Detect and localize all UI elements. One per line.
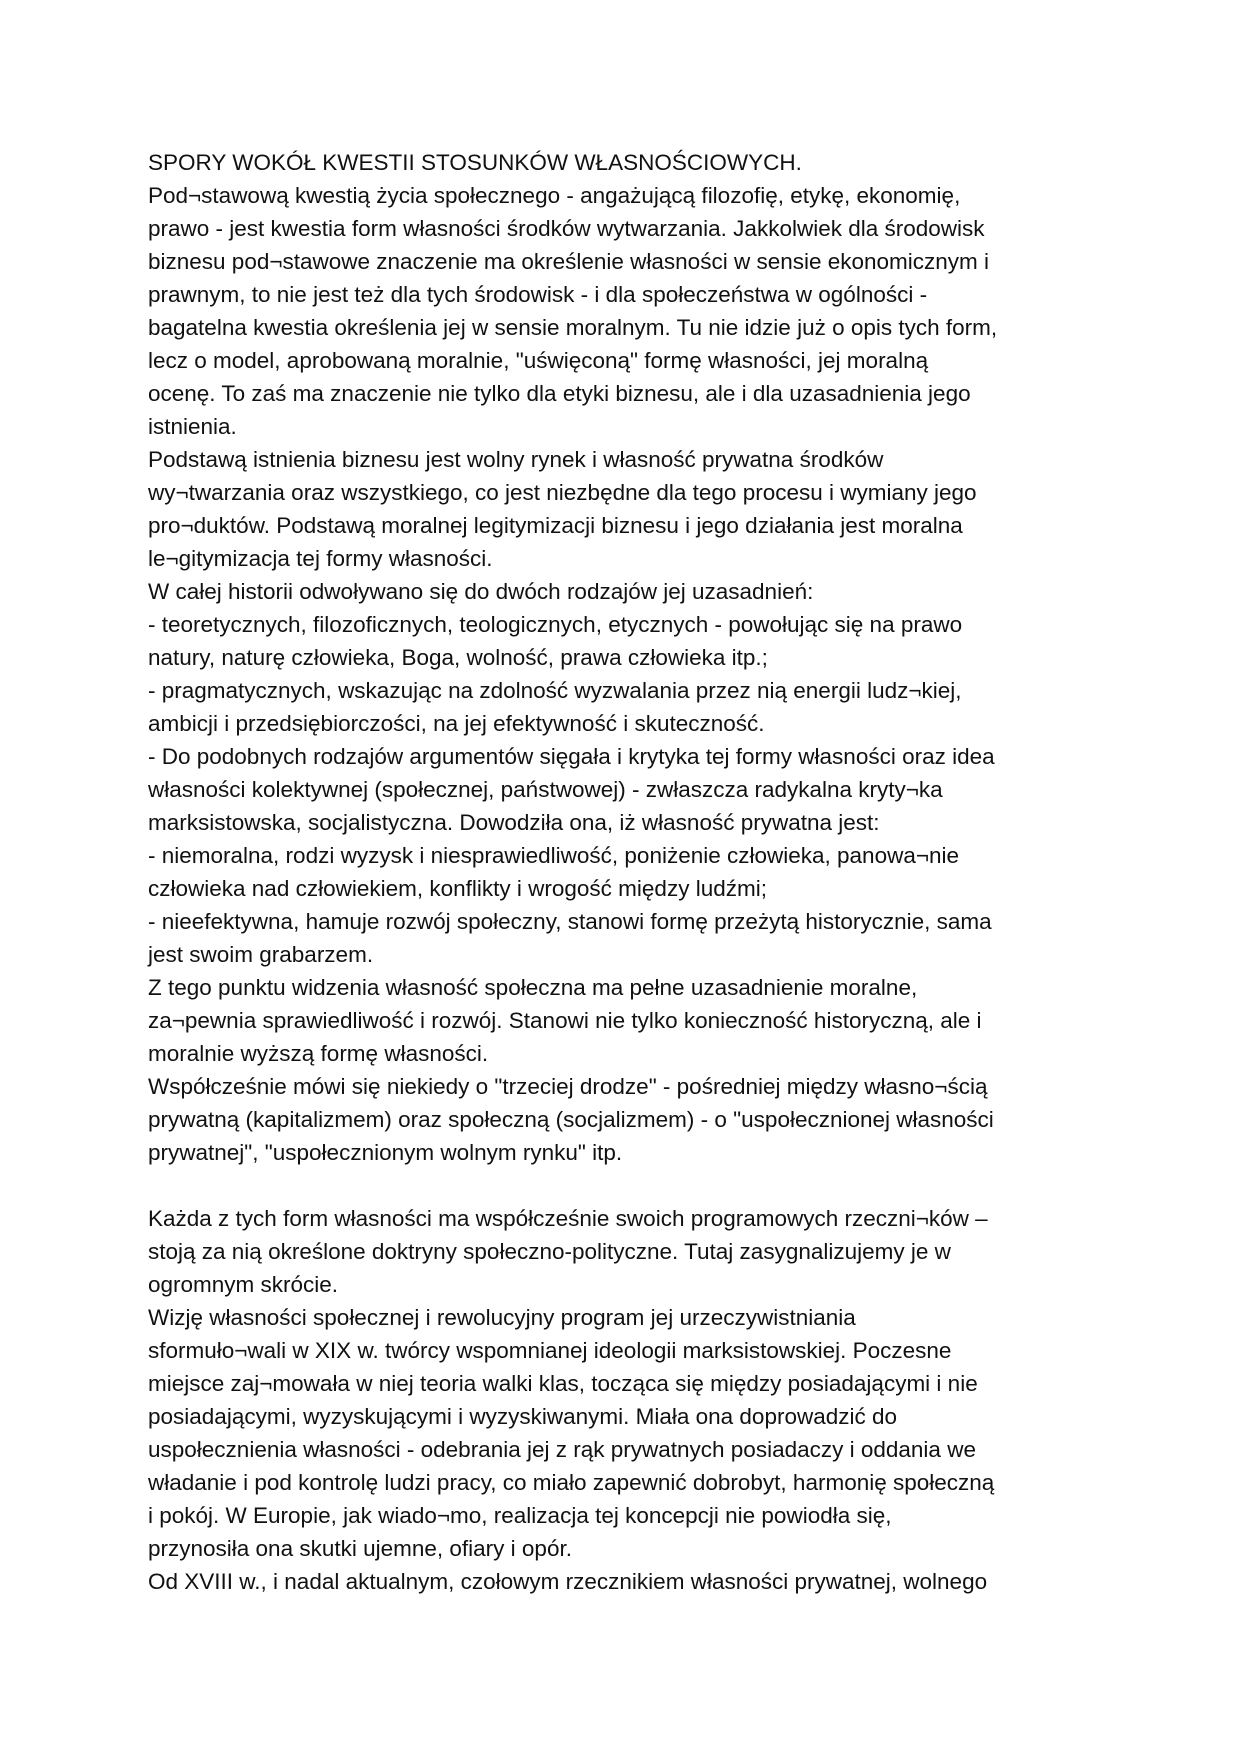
text-line: Podstawą istnienia biznesu jest wolny rynek i własność prywatna środków — [148, 447, 884, 472]
text-line: Każda z tych form własności ma współcześnie swoich programowych rzeczni¬ków – — [148, 1206, 988, 1231]
document-body — [148, 146, 1108, 1598]
text-line: wy¬twarzania oraz wszystkiego, co jest niezbędne dla tego procesu i wymiany jego — [148, 480, 977, 505]
text-line: - niemoralna, rodzi wyzysk i niesprawiedliwość, poniżenie człowieka, panowa¬nie — [148, 843, 960, 868]
text-line: Pod¬stawową kwestią życia społecznego - angażującą filozofię, etykę, ekonomię, — [148, 183, 961, 208]
text-line: ogromnym skrócie. — [148, 1272, 339, 1297]
text-line: marksistowska, socjalistyczna. Dowodziła ona, iż własność prywatna jest: — [148, 810, 880, 835]
text-line: lecz o model, aprobowaną moralnie, "uświęconą" formę własności, jej moralną — [148, 348, 929, 373]
document-title: SPORY WOKÓŁ KWESTII STOSUNKÓW WŁASNOŚCIOWYCH. — [148, 150, 802, 175]
text-line: - Do podobnych rodzajów argumentów sięgała i krytyka tej formy własności oraz idea — [148, 744, 995, 769]
text-line: bagatelna kwestia określenia jej w sensie moralnym. Tu nie idzie już o opis tych form, — [148, 315, 998, 340]
text-line: natury, naturę człowieka, Boga, wolność, prawa człowieka itp.; — [148, 645, 768, 670]
text-line: i pokój. W Europie, jak wiado¬mo, realizacja tej koncepcji nie powiodła się, — [148, 1503, 892, 1528]
text-line: moralnie wyższą formę własności. — [148, 1041, 489, 1066]
text-line: miejsce zaj¬mowała w niej teoria walki klas, tocząca się między posiadającymi i nie — [148, 1371, 978, 1396]
paragraph-lines — [148, 179, 1108, 1598]
text-line: własności kolektywnej (społecznej, państwowej) - zwłaszcza radykalna kryty¬ka — [148, 777, 943, 802]
text-line: stoją za nią określone doktryny społeczno-polityczne. Tutaj zasygnalizujemy je w — [148, 1239, 951, 1264]
text-line: jest swoim grabarzem. — [148, 942, 374, 967]
blank-line — [148, 1169, 1108, 1202]
text-line: biznesu pod¬stawowe znaczenie ma określenie własności w sensie ekonomicznym i — [148, 249, 990, 274]
text-line: uspołecznienia własności - odebrania jej z rąk prywatnych posiadaczy i oddania we — [148, 1437, 976, 1462]
text-line: sformuło¬wali w XIX w. twórcy wspomnianej ideologii marksistowskiej. Poczesne — [148, 1338, 952, 1363]
text-line: le¬gitymizacja tej formy własności. — [148, 546, 493, 571]
text-line: ambicji i przedsiębiorczości, na jej efektywność i skuteczność. — [148, 711, 765, 736]
text-line: prywatną (kapitalizmem) oraz społeczną (socjalizmem) - o "uspołecznionej własności — [148, 1107, 994, 1132]
text-line: prawnym, to nie jest też dla tych środowisk - i dla społeczeństwa w ogólności - — [148, 282, 928, 307]
text-line: władanie i pod kontrolę ludzi pracy, co miało zapewnić dobrobyt, harmonię społeczną — [148, 1470, 995, 1495]
text-line: Z tego punktu widzenia własność społeczna ma pełne uzasadnienie moralne, — [148, 975, 918, 1000]
text-line: ocenę. To zaś ma znaczenie nie tylko dla etyki biznesu, ale i dla uzasadnienia jego — [148, 381, 971, 406]
text-line: prywatnej", "uspołecznionym wolnym rynku" itp. — [148, 1140, 623, 1165]
text-line: Od XVIII w., i nadal aktualnym, czołowym rzecznikiem własności prywatnej, wolnego — [148, 1569, 988, 1594]
text-line: - teoretycznych, filozoficznych, teologicznych, etycznych - powołując się na prawo — [148, 612, 963, 637]
text-line: posiadającymi, wyzyskującymi i wyzyskiwanymi. Miała ona doprowadzić do — [148, 1404, 898, 1429]
text-line: za¬pewnia sprawiedliwość i rozwój. Stanowi nie tylko konieczność historyczną, ale i — [148, 1008, 982, 1033]
text-line: przynosiła ona skutki ujemne, ofiary i opór. — [148, 1536, 572, 1561]
text-line: Współcześnie mówi się niekiedy o "trzeciej drodze" - pośredniej między własno¬ścią — [148, 1074, 988, 1099]
text-line: prawo - jest kwestia form własności środków wytwarzania. Jakkolwiek dla środowisk — [148, 216, 985, 241]
text-line: - pragmatycznych, wskazując na zdolność wyzwalania przez nią energii ludz¬kiej, — [148, 678, 962, 703]
text-line: Wizję własności społecznej i rewolucyjny program jej urzeczywistniania — [148, 1305, 856, 1330]
text-line: - nieefektywna, hamuje rozwój społeczny, stanowi formę przeżytą historycznie, sama — [148, 909, 992, 934]
text-line: istnienia. — [148, 414, 237, 439]
text-line: pro¬duktów. Podstawą moralnej legitymizacji biznesu i jego działania jest moralna — [148, 513, 963, 538]
text-line: człowieka nad człowiekiem, konflikty i wrogość między ludźmi; — [148, 876, 767, 901]
text-line: W całej historii odwoływano się do dwóch rodzajów jej uzasadnień: — [148, 579, 814, 604]
